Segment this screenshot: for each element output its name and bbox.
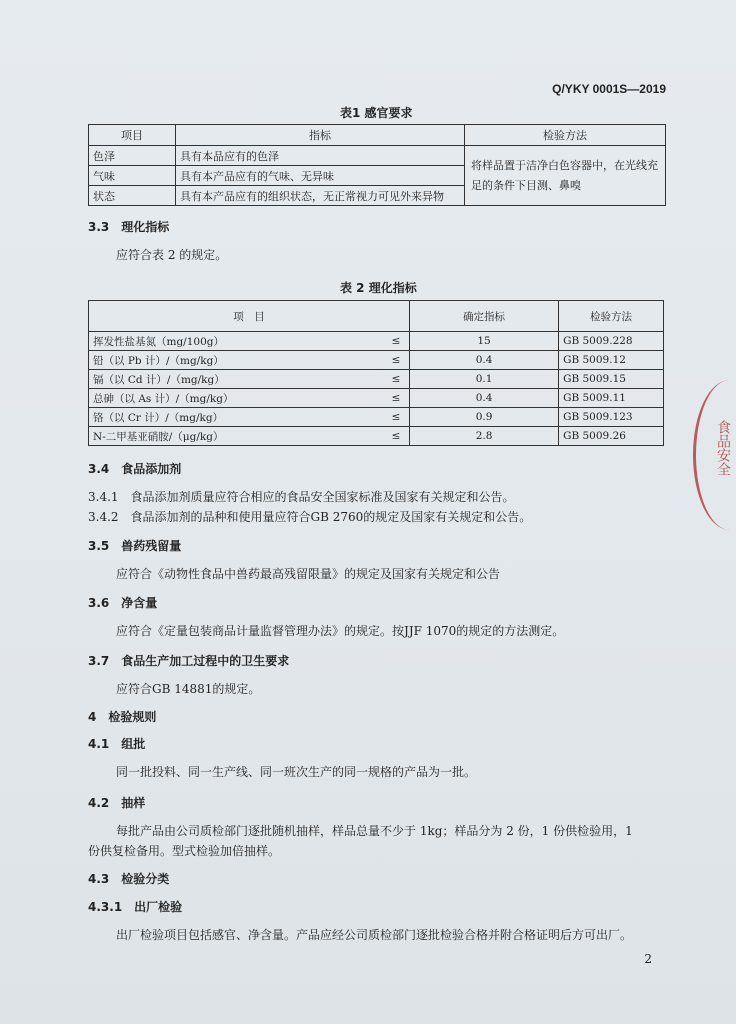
cell-item: N-二甲基亚硝胺/（μg/kg） bbox=[89, 427, 384, 446]
table-row bbox=[89, 351, 664, 370]
cell-op: ≤ bbox=[383, 332, 410, 351]
section-4-3-1-text: 出厂检验项目包括感官、净含量。产品应经公司质检部门逐批检验合格并附合格证明后方可出厂。 bbox=[116, 928, 633, 942]
section-4-heading: 4 检验规则 bbox=[88, 710, 157, 724]
section-4-3-1-heading: 4.3.1 出厂检验 bbox=[88, 900, 183, 914]
cell-method: GB 5009.123 bbox=[559, 408, 664, 427]
section-3-6-text: 应符合《定量包装商品计量监督管理办法》的规定。按JJF 1070的规定的方法测定。 bbox=[116, 624, 565, 638]
cell-spec: 具有本品应有的色泽 bbox=[176, 146, 465, 166]
header-spec: 指标 bbox=[176, 125, 465, 146]
cell-value: 2.8 bbox=[410, 427, 559, 446]
section-3-7-text: 应符合GB 14881的规定。 bbox=[116, 682, 261, 696]
sensory-requirements-table bbox=[88, 124, 666, 206]
section-3-5-heading: 3.5 兽药残留量 bbox=[88, 539, 182, 553]
section-3-4-1-text: 3.4.1 食品添加剂质量应符合相应的食品安全国家标准及国家有关规定和公告。 bbox=[88, 490, 515, 504]
header-method: 检验方法 bbox=[465, 125, 666, 146]
cell-item: 色泽 bbox=[89, 146, 176, 166]
table1-caption: 表1 感官要求 bbox=[340, 106, 413, 120]
header-item: 项 目 bbox=[89, 301, 410, 332]
section-4-2-line2: 份供复检备用。型式检验加倍抽样。 bbox=[88, 844, 281, 858]
header-item: 项目 bbox=[89, 125, 176, 146]
section-4-1-text: 同一批投料、同一生产线、同一班次生产的同一规格的产品为一批。 bbox=[116, 765, 477, 779]
document-number: Q/YKY 0001S—2019 bbox=[552, 82, 666, 96]
section-3-7-heading: 3.7 食品生产加工过程中的卫生要求 bbox=[88, 654, 290, 668]
table-header-row bbox=[89, 125, 666, 146]
section-3-4-heading: 3.4 食品添加剂 bbox=[88, 462, 182, 476]
section-4-2-heading: 4.2 抽样 bbox=[88, 796, 146, 810]
cell-value: 0.4 bbox=[410, 389, 559, 408]
page-number: 2 bbox=[644, 952, 652, 966]
cell-item: 铅（以 Pb 计）/（mg/kg） bbox=[89, 351, 384, 370]
table-header-row bbox=[89, 301, 664, 332]
header-value: 确定指标 bbox=[410, 301, 559, 332]
cell-value: 0.1 bbox=[410, 370, 559, 389]
cell-item: 气味 bbox=[89, 166, 176, 186]
cell-op: ≤ bbox=[383, 408, 410, 427]
cell-item: 总砷（以 As 计）/（mg/kg） bbox=[89, 389, 384, 408]
section-4-1-heading: 4.1 组批 bbox=[88, 737, 146, 751]
seal-stamp-text: 食品安全 bbox=[715, 420, 731, 476]
cell-spec: 具有本产品应有的气味、无异味 bbox=[176, 166, 465, 186]
section-3-4-2-text: 3.4.2 食品添加剂的品种和使用量应符合GB 2760的规定及国家有关规定和公告。 bbox=[88, 510, 532, 524]
cell-method: GB 5009.11 bbox=[559, 389, 664, 408]
section-3-5-text: 应符合《动物性食品中兽药最高残留限量》的规定及国家有关规定和公告 bbox=[116, 567, 501, 581]
table2-caption: 表 2 理化指标 bbox=[340, 281, 417, 295]
section-3-3-text: 应符合表 2 的规定。 bbox=[116, 248, 228, 262]
header-method: 检验方法 bbox=[559, 301, 664, 332]
table-row bbox=[89, 408, 664, 427]
cell-method: GB 5009.12 bbox=[559, 351, 664, 370]
cell-value: 15 bbox=[410, 332, 559, 351]
cell-method: GB 5009.26 bbox=[559, 427, 664, 446]
physicochemical-table bbox=[88, 300, 664, 446]
table-row bbox=[89, 389, 664, 408]
cell-spec: 具有本产品应有的组织状态，无正常视力可见外来异物 bbox=[176, 186, 465, 206]
cell-item: 状态 bbox=[89, 186, 176, 206]
cell-method: 将样品置于洁净白色容器中，在光线充足的条件下目测、鼻嗅 bbox=[465, 146, 666, 206]
cell-value: 0.4 bbox=[410, 351, 559, 370]
section-3-3-heading: 3.3 理化指标 bbox=[88, 220, 170, 234]
table-row bbox=[89, 332, 664, 351]
cell-value: 0.9 bbox=[410, 408, 559, 427]
cell-item: 铬（以 Cr 计）/（mg/kg） bbox=[89, 408, 384, 427]
table-row bbox=[89, 427, 664, 446]
table-row bbox=[89, 146, 666, 166]
cell-item: 镉（以 Cd 计）/（mg/kg） bbox=[89, 370, 384, 389]
table-row bbox=[89, 370, 664, 389]
cell-op: ≤ bbox=[383, 427, 410, 446]
cell-method: GB 5009.15 bbox=[559, 370, 664, 389]
cell-item: 挥发性盐基氮（mg/100g） bbox=[89, 332, 384, 351]
cell-op: ≤ bbox=[383, 370, 410, 389]
section-4-2-line1: 每批产品由公司质检部门逐批随机抽样，样品总量不少于 1kg；样品分为 2 份，1 份供检验用，1 bbox=[116, 824, 633, 838]
section-4-3-heading: 4.3 检验分类 bbox=[88, 872, 170, 886]
section-3-6-heading: 3.6 净含量 bbox=[88, 596, 158, 610]
cell-op: ≤ bbox=[383, 389, 410, 408]
cell-method: GB 5009.228 bbox=[559, 332, 664, 351]
cell-op: ≤ bbox=[383, 351, 410, 370]
